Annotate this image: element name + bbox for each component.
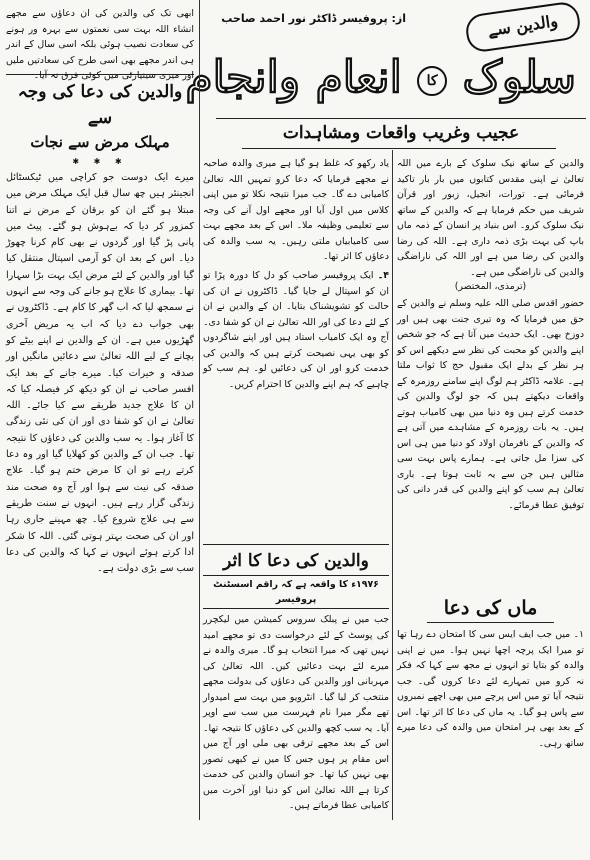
- title-main: سلوک: [462, 52, 576, 103]
- right-body2: حضور اقدس صلی اللہ علیہ وسلم نے والدین کے حق میں فرمایا کہ وہ تیری جنت بھی ہیں اور دوزخ بھی۔ ایک حدیث میں آتا ہے کہ جو شخص اپنے والدین کو محبت کی نظر سے دیکھے اس کو ہر نظر کے بدلے ایک مقبول حج کا ثواب ملتا ہے۔ علامہ ڈاکٹر ہم لوگ اپنے سامنے روزمرہ کے واقعات دیکھتے ہیں کہ جو لوگ والدین کی خدمت کرتے ہیں وہ دنیا میں بھی کامیاب ہوتے ہیں۔ یہ بات روزمرہ کے مشاہدے میں آتی ہے کہ والدین کے نافرمان اولاد کو دنیا میں ہی اس کی سزا مل جاتی ہے۔ ہمارے پاس بہت سی مثالیں ہیں جن سے یہ ثابت ہوتا ہے۔ باری تعالیٰ ہم سب کو اپنے والدین کی قدر دانی کی توفیق عطا فرمائے۔: [397, 298, 584, 511]
- masthead-title: [185, 48, 576, 114]
- right-body3: ۱۔ میں جب ایف ایس سی کا امتحان دے رہا تھا تو میرا ایک پرچہ اچھا نہیں ہوا۔ میں نے اپنی والدہ کو بتایا تو انہوں نے مجھ سے کہا کہ فکر نہ کرو میں تمہارے لئے دعا کروں گی۔ جب نتیجہ آیا تو میں اس پرچے میں بھی اچھے نمبروں سے پاس ہو گیا۔ یہ ماں کی دعا کا اثر تھا۔ اس کے بعد بھی ہر امتحان میں والدہ کی دعا میرے ساتھ رہی۔: [397, 629, 584, 749]
- masthead-subtitle: عجیب وغریب واقعات ومشاہدات: [282, 123, 520, 143]
- series-badge: والدین سے: [464, 0, 582, 53]
- right-quote: (ترمذی، المختصر): [454, 281, 527, 292]
- masthead: [185, 6, 586, 156]
- right-headline: ماں کی دعا: [427, 594, 554, 623]
- title-rest: انعام وانجام: [185, 52, 402, 103]
- middle-byline: ۱۹۷۶ء کا واقعہ ہے کہ راقم اسسٹنٹ پروفیسر: [203, 575, 389, 609]
- left-body: میرے ایک دوست جو کراچی میں ٹیکسٹائل انجینئر ہیں چھ سال قبل ایک مہلک مرض میں مبتلا ہو گئے ان کو برقان کے مرض نے اتنا کمزور کر دیا کہ بےہوش ہو گئے۔ پیٹ میں پانی پڑ گیا اور گردوں نے بھی کام کرنا چھوڑ دیا۔ اس کے بعد ان کو آرمی اسپتال منتقل کیا گیا اور والدین کے لئے مرض ایک بہت بڑا سہارا تھا۔ بیماری کا علاج ہو جانے کی وجہ سے انہوں نے سمجھ لیا کہ اب گھر کا کام ہے۔ ڈاکٹروں نے بھی جواب دے دیا کہ اب یہ مریض آخری گھڑیوں میں ہے۔ ان کے والدین نے اپنے بیٹے کو بچانے کے لیے اللہ تعالیٰ سے دعائیں مانگیں اور صدقہ و خیرات کیا۔ میرے جانے کے بعد ایک افسر صاحب نے ان کو دیکھ کر فیصلہ کیا کہ ان کا علاج جدید طریقے سے کیا جائے۔ اللہ تعالیٰ نے ان کو شفا دی اور ان کی نئی زندگی کا آغاز ہوا۔ یہ سب والدین کی دعاؤں کا نتیجہ تھا۔ جب ان کے والدین کو کھلایا گیا اور وہ دعا کرتے رہے تو ان کا مرض ختم ہو گیا۔ علاج صدقہ کی نیت سے ہوا اور آج وہ صحت مند زندگی گزار رہے ہیں۔ انہوں نے سنت طریقے سے ہی علاج شروع کیا۔ چھ مہینے جاری رہا اور ان کی صحت بہتر ہوتی گئی۔ اللہ کا شکر ادا کرتے ہوئے انہوں نے کہا کہ والدین کی دعا سب سے بڑی دولت ہے۔: [6, 172, 194, 575]
- left-intro: ابھی تک کی والدین کی ان دعاؤں سے مجھے انشاء اللہ بہت سی نعمتوں سے بہرہ ور ہونے کی سعادت نصیب ہوئی بلکہ اسی سال کے اندر ہی اندر مجھے بھی اسی طرح کی سعادتیں ملیں اور میری سینیارٹی میں کوئی فرق نہ آیا۔: [6, 8, 194, 81]
- author-line: از: پروفیسر ڈاکٹر نور احمد صاحب: [221, 12, 406, 25]
- left-ornament: ✱ ✱ ✱: [72, 157, 128, 166]
- column-divider-1: [199, 0, 200, 820]
- middle-headline: والدین کی دعا کا اثر: [223, 551, 369, 571]
- middle-section-body: ایک پروفیسر صاحب کو دل کا دورہ پڑا تو ان کو اسپتال لے جایا گیا۔ ڈاکٹروں نے ان کی حالت کو تشویشناک بتایا۔ ان کے والدین نے ان کے لئے دعا کی اور اللہ تعالیٰ نے ان کو شفا دی۔ آج وہ ایک کامیاب استاد ہیں اور اپنے شاگردوں کو بھی یہی نصیحت کرتے ہیں کہ والدین کی خدمت کرو اور ان کی دعائیں لو۔ ہم سب کو چاہیے کہ ہم اپنے والدین کا احترام کریں۔: [203, 270, 389, 390]
- column-right: [397, 156, 584, 826]
- middle-section: [203, 268, 389, 540]
- middle-body: جب میں نے پبلک سروس کمیشن میں لیکچرر کی پوسٹ کے لئے درخواست دی تو مجھے امید نہیں تھی کہ میرا انتخاب ہو گا۔ میری والدہ نے میرے لئے بہت دعائیں کیں۔ اللہ تعالیٰ کی مہربانی اور والدین کی دعاؤں کی بدولت مجھے منتخب کر لیا گیا۔ انٹرویو میں بہت سے امیدوار تھے مگر میرا نام فہرست میں سب سے اوپر آیا۔ یہ سب کچھ والدین کی دعاؤں کا نتیجہ تھا۔ اس کے بعد مجھے ترقی بھی ملی اور آج میں اس مقام پر ہوں جس کا میں نے کبھی تصور بھی نہیں کیا تھا۔ جو انسان والدین کی خدمت کرتا ہے اللہ تعالیٰ اس کو دنیا اور آخرت میں کامیابی عطا فرماتے ہیں۔: [203, 614, 389, 811]
- left-headline: والدین کی دعا کی وجہ سے: [17, 82, 183, 128]
- masthead-rule: [216, 118, 586, 119]
- left-subheadline: مہلک مرض سے نجات: [30, 133, 170, 151]
- section-number: ۴۔: [377, 270, 390, 281]
- column-divider-2: [392, 150, 393, 820]
- column-left: [6, 0, 194, 826]
- title-connector: کا: [417, 66, 447, 96]
- middle-headline-rule-top: [203, 544, 389, 545]
- middle-top: یاد رکھو کہ غلط ہو گیا ہے میری والدہ صاحبہ نے مجھے فرمایا کہ دعا کرو تمہیں اللہ تعالیٰ کامیابی دے گا۔ جب میرا نتیجہ نکلا تو میں اپنی کلاس میں اول آیا اور مجھے اول آنے کی وجہ سے تعلیمی وظیفہ ملا۔ اس کے بعد مجھے بہت سی کامیابیاں ملتی رہیں۔ یہ سب والدہ کی دعاؤں کا اثر تھا۔: [203, 158, 389, 262]
- column-middle: [203, 156, 389, 826]
- subtitle-rule: [242, 148, 556, 149]
- right-body: والدین کے ساتھ نیک سلوک کے بارے میں اللہ تعالیٰ نے اپنی مقدس کتابوں میں بار بار تاکید فرمائی ہے۔ تورات، انجیل، زبور اور قرآن شریف میں حکم فرمایا ہے کہ والدین کے ساتھ نیک سلوک کرو۔ اس بنیاد پر انسان کے ذمہ ماں باپ کی بہت بڑی ذمہ داری ہے۔ اللہ کی رضا والدین کی رضا میں ہے اور اللہ کی ناراضگی والدین کی ناراضگی میں ہے۔: [397, 158, 584, 278]
